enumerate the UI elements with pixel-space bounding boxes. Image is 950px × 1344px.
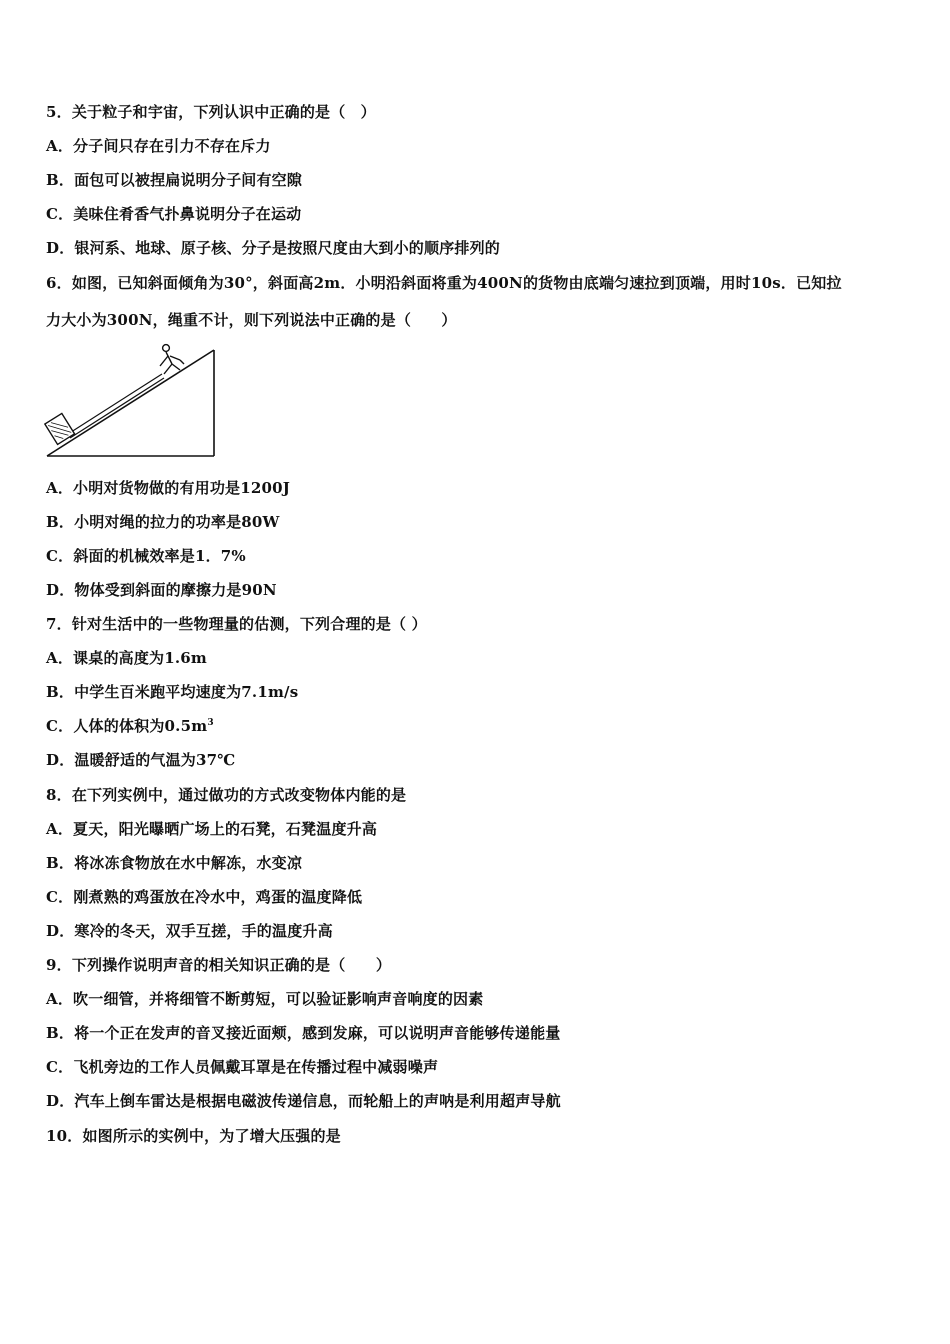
q7-option-c-superscript: 3 <box>207 718 214 728</box>
q8-option-c: C．刚煮熟的鸡蛋放在冷水中，鸡蛋的温度降低 <box>46 888 363 906</box>
q8-option-d: D．寒冷的冬天，双手互搓，手的温度升高 <box>46 922 333 940</box>
q6-option-b: B．小明对绳的拉力的功率是80W <box>46 513 280 531</box>
q7-option-d: D．温暖舒适的气温为37℃ <box>46 751 236 769</box>
q10-stem: 10．如图所示的实例中，为了增大压强的是 <box>46 1127 341 1145</box>
q6-option-c: C．斜面的机械效率是1．7% <box>46 547 246 565</box>
q5-option-b: B．面包可以被捏扁说明分子间有空隙 <box>46 171 303 189</box>
q9-stem: 9．下列操作说明声音的相关知识正确的是（ ） <box>46 956 392 974</box>
q7-option-a: A．课桌的高度为1.6m <box>46 649 208 667</box>
q7-option-b: B．中学生百米跑平均速度为7.1m/s <box>46 683 299 701</box>
q5-option-d: D．银河系、地球、原子核、分子是按照尺度由大到小的顺序排列的 <box>46 239 501 257</box>
q7-stem: 7．针对生活中的一些物理量的估测，下列合理的是（ ） <box>46 615 427 633</box>
q6-option-a: A．小明对货物做的有用功是1200J <box>46 479 291 497</box>
q7-option-c <box>46 716 214 736</box>
q8-option-a: A．夏天，阳光曝晒广场上的石凳，石凳温度升高 <box>46 820 378 838</box>
q9-option-b: B．将一个正在发声的音叉接近面颊，感到发麻，可以说明声音能够传递能量 <box>46 1024 561 1042</box>
q7-option-c-text: C．人体的体积为0.5m <box>46 717 208 735</box>
q8-stem: 8．在下列实例中，通过做功的方式改变物体内能的是 <box>46 786 407 804</box>
q5-stem: 5．关于粒子和宇宙，下列认识中正确的是（ ） <box>46 103 376 121</box>
q9-option-c: C．飞机旁边的工作人员佩戴耳罩是在传播过程中减弱噪声 <box>46 1058 439 1076</box>
q6-option-d: D．物体受到斜面的摩擦力是90N <box>46 581 277 599</box>
q5-option-a: A．分子间只存在引力不存在斥力 <box>46 137 271 155</box>
q6-stem-line1: 6．如图，已知斜面倾角为30°，斜面高2m．小明沿斜面将重为400N的货物由底端匀速拉到顶端，用时10s．已知拉 <box>46 274 842 292</box>
q5-option-c: C．美味住肴香气扑鼻说明分子在运动 <box>46 205 302 223</box>
incline-plane-figure <box>44 338 220 462</box>
q6-stem-line2: 力大小为300N，绳重不计，则下列说法中正确的是（ ） <box>46 311 457 329</box>
q9-option-a: A．吹一细管，并将细管不断剪短，可以验证影响声音响度的因素 <box>46 990 484 1008</box>
q8-option-b: B．将冰冻食物放在水中解冻，水变凉 <box>46 854 303 872</box>
q9-option-d: D．汽车上倒车雷达是根据电磁波传递信息，而轮船上的声呐是利用超声导航 <box>46 1092 561 1110</box>
